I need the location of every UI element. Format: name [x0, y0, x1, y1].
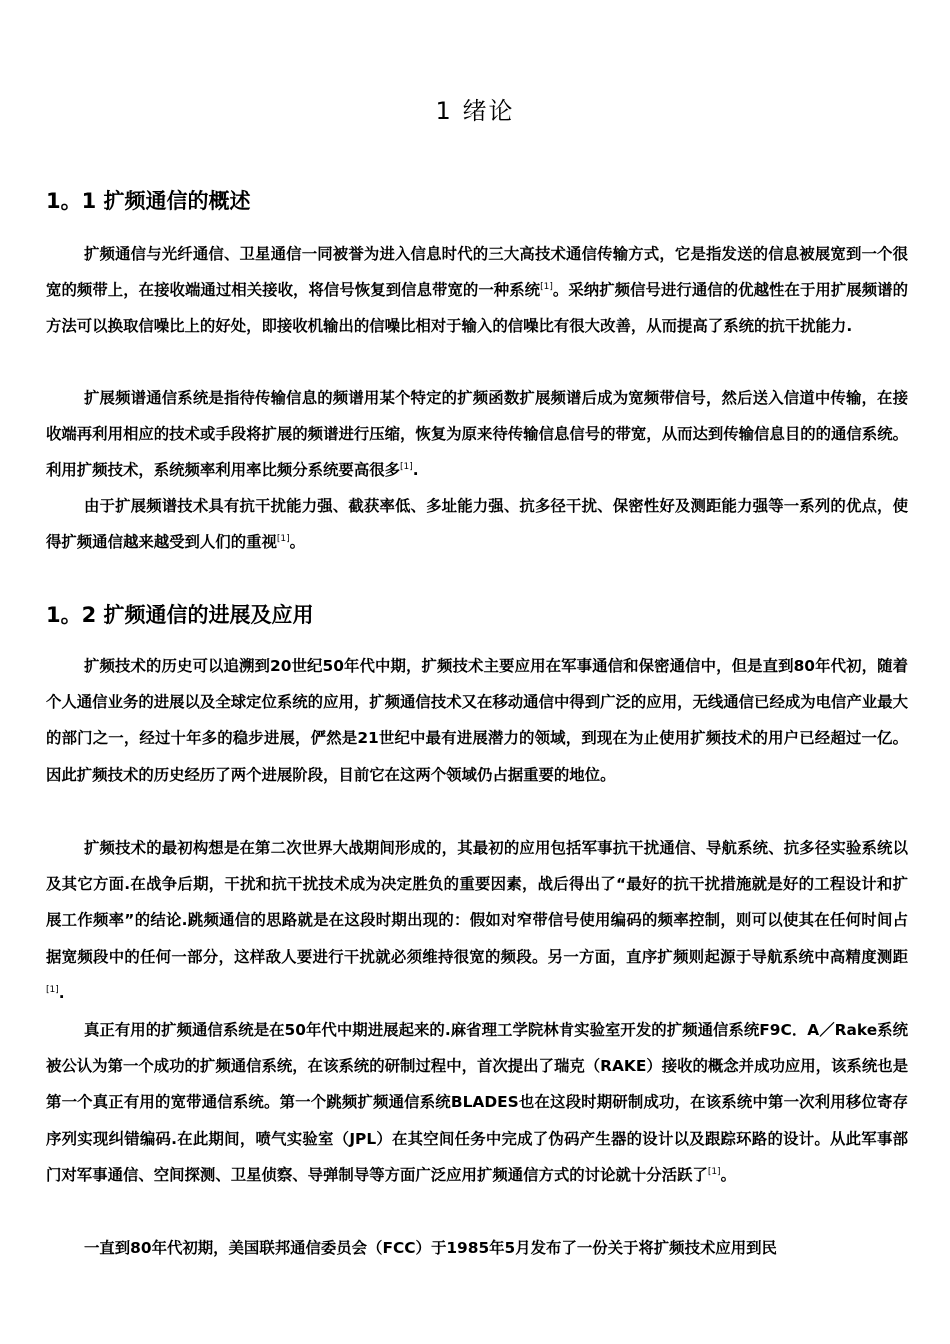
- citation-ref: [1]: [540, 282, 553, 293]
- paragraph-1-2-c: [46, 1012, 908, 1193]
- paragraph-text: 。: [289, 533, 306, 552]
- paragraph-text: 扩频技术的历史可以追溯到20世纪50年代中期，扩频技术主要应用在军事通信和保密通信中，但是直到80年代初，随着个人通信业务的进展以及全球定位系统的应用，扩频通信技术又在移动通信中得到广泛的应用，无线通信已经成为电信产业最大的部门之一，经过十年多的稳步进展，俨然是21世纪中最有进展潜力的领域，到现在为止使用扩频技术的用户已经超过一亿。因此扩频技术的历史经历了两个进展阶段，目前它在这两个领域仍占据重要的地位。: [46, 657, 908, 784]
- section-title-1-2: 1。2 扩频通信的进展及应用: [46, 603, 314, 627]
- paragraph-1-1-a: [46, 236, 908, 345]
- citation-ref: [1]: [276, 534, 290, 545]
- paragraph-text: 扩展频谱通信系统是指待传输信息的频谱用某个特定的扩频函数扩展频谱后成为宽频带信号，然后送入信道中传输，在接收端再利用相应的技术或手段将扩展的频谱进行压缩，恢复为原来待传输信息信号的带宽，从而达到传输信息目的的通信系统。利用扩频技术，系统频率利用率比频分系统要高很多: [46, 389, 908, 480]
- paragraph-text: 。: [720, 1165, 736, 1184]
- section-title-1-1: 1。1 扩频通信的概述: [46, 189, 251, 213]
- paragraph-1-1-c: [46, 488, 908, 560]
- chapter-title: 1 绪论: [435, 97, 515, 125]
- paragraph-text: .: [58, 983, 65, 1002]
- paragraph-text: .: [412, 461, 419, 480]
- paragraph-text: 扩频通信与光纤通信、卫星通信一同被誉为进入信息时代的三大高技术通信传输方式，它是指发送的信息被展宽到一个很宽的频带上，在接收端通过相关接收，将信号恢复到信息带宽的一种系统: [46, 245, 908, 300]
- paragraph-1-1-b: [46, 380, 908, 489]
- paragraph-1-2-a: [46, 648, 908, 793]
- paragraph-text: 。采纳扩频信号进行通信的优越性在于用扩展频谱的方法可以换取信噪比上的好处，即接收机输出的信噪比相对于输入的信噪比有很大改善，从而提高了系统的抗干扰能力.: [46, 281, 908, 336]
- citation-ref: [1]: [707, 1166, 721, 1177]
- citation-ref: [1]: [400, 462, 413, 473]
- paragraph-1-2-b: [46, 830, 908, 1011]
- paragraph-text: 真正有用的扩频通信系统是在50年代中期进展起来的.麻省理工学院林肯实验室开发的扩频通信系统F9C．A／Rake系统被公认为第一个成功的扩频通信系统，在该系统的研制过程中，首次提出了瑞克（RAKE）接收的概念并成功应用，该系统也是第一个真正有用的宽带通信系统。第一个跳频扩频通信系统BLADES也在这段时期研制成功，在该系统中第一次利用移位寄存序列实现纠错编码.在此期间，喷气实验室（JPL）在其空间任务中完成了伪码产生器的设计以及跟踪环路的设计。从此军事部门对军事通信、空间探测、卫星侦察、导弹制导等方面广泛应用扩频通信方式的讨论就十分活跃了: [46, 1021, 908, 1184]
- citation-ref: [1]: [46, 984, 59, 995]
- paragraph-text: 扩频技术的最初构想是在第二次世界大战期间形成的，其最初的应用包括军事抗干扰通信、导航系统、抗多径实验系统以及其它方面.在战争后期，干扰和抗干扰技术成为决定胜负的重要因素，战后得出了“最好的抗干扰措施就是好的工程设计和扩展工作频率”的结论.跳频通信的思路就是在这段时期出现的：假如对窄带信号使用编码的频率控制，则可以使其在任何时间占据宽频段中的任何一部分，这样敌人要进行干扰就必须维持很宽的频段。另一方面，直序扩频则起源于导航系统中高精度测距: [46, 839, 908, 966]
- paragraph-text: 由于扩展频谱技术具有抗干扰能力强、截获率低、多址能力强、抗多径干扰、保密性好及测距能力强等一系列的优点，使得扩频通信越来越受到人们的重视: [46, 497, 908, 552]
- paragraph-1-2-d: [46, 1230, 908, 1266]
- paragraph-text: 一直到80年代初期，美国联邦通信委员会（FCC）于1985年5月发布了一份关于将扩频技术应用到民: [84, 1239, 777, 1257]
